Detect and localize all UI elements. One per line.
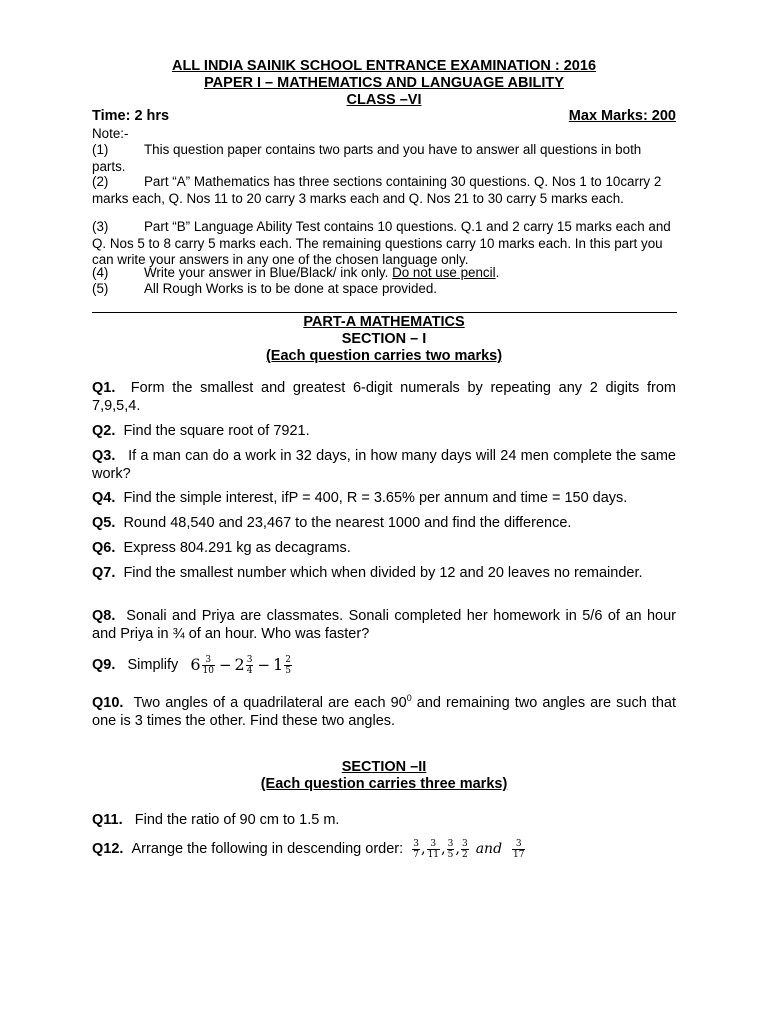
mixed-number-2: 2 $\frac{3}{4}$ xyxy=(234,654,253,676)
question-text: Express 804.291 kg as decagrams. xyxy=(123,540,351,556)
max-marks-label: Max Marks: 200 xyxy=(568,108,676,124)
question-11 xyxy=(92,811,676,829)
question-text: Find the smallest number which when divided by 12 and 20 leaves no remainder. xyxy=(123,565,643,581)
time-marks-row xyxy=(92,108,676,124)
note-text: Write your answer in Blue/Black/ ink only. xyxy=(144,265,389,280)
question-1 xyxy=(92,379,676,415)
divider xyxy=(92,312,677,313)
question-number: Q11. xyxy=(92,812,123,828)
minus-sign: − xyxy=(257,656,271,675)
mixed-number-3: 1 $\frac{2}{5}$ xyxy=(273,654,291,676)
note-text: This question paper contains two parts and you have to answer all questions in both parts. xyxy=(92,142,642,174)
question-8 xyxy=(92,607,676,643)
question-text: Two angles of a quadrilateral are each 90 xyxy=(133,694,407,711)
note-number: (2) xyxy=(92,174,109,189)
question-number: Q1. xyxy=(92,380,116,396)
superscript: 0 xyxy=(406,693,412,703)
question-7 xyxy=(92,564,676,582)
note-end: . xyxy=(495,265,500,280)
question-number: Q9. xyxy=(92,657,116,673)
note-item-4 xyxy=(92,265,676,282)
fraction: $\frac{3}{17}$ xyxy=(513,838,525,860)
question-number: Q8. xyxy=(92,608,116,624)
class-title: CLASS –VI xyxy=(346,92,422,108)
note-number: (4) xyxy=(92,265,109,280)
note-item-1 xyxy=(92,142,676,175)
question-text: Round 48,540 and 23,467 to the nearest 1000 and find the difference. xyxy=(123,515,572,531)
exam-title: ALL INDIA SAINIK SCHOOL ENTRANCE EXAMINATION : 2016 xyxy=(171,58,597,74)
question-text: Sonali and Priya are classmates. Sonali completed her homework in 5/6 of an hour and Priya in ¾ of an hour. Who was faster? xyxy=(92,608,676,642)
part-a-title: PART-A MATHEMATICS xyxy=(303,314,465,330)
question-number: Q12. xyxy=(92,841,124,857)
question-10 xyxy=(92,689,676,730)
question-text: Find the simple interest, ifP = 400, R = 3.65% per annum and time = 150 days. xyxy=(123,490,628,506)
note-title: Note:- xyxy=(92,126,129,141)
section-2-title: SECTION –II xyxy=(341,759,427,775)
question-text: Arrange the following in descending order: xyxy=(131,841,404,857)
fraction: $\frac{3}{7}$ xyxy=(413,838,419,860)
note-text: All Rough Works is to be done at space provided. xyxy=(144,281,438,296)
question-text-cont: and remaining two angles are such that one is 3 times the other. Find these two angles. xyxy=(92,694,676,729)
note-text: Part “A” Mathematics has three sections containing 30 questions. Q. Nos 1 to 10carry 2 marks each, Q. Nos 11 to 20 carry 3 marks each and Q. Nos 21 to 30 carry 5 marks each. xyxy=(92,174,662,206)
question-number: Q3. xyxy=(92,448,116,464)
question-text: Find the ratio of 90 cm to 1.5 m. xyxy=(134,812,340,828)
minus-sign: − xyxy=(218,656,232,675)
note-number: (3) xyxy=(92,219,109,234)
paper-title: PAPER I – MATHEMATICS AND LANGUAGE ABILITY xyxy=(204,75,564,91)
question-number: Q6. xyxy=(92,540,116,556)
question-text: Form the smallest and greatest 6-digit numerals by repeating any 2 digits from 7,9,5,4. xyxy=(92,380,676,414)
question-6 xyxy=(92,539,676,557)
question-number: Q7. xyxy=(92,565,116,581)
question-text: Find the square root of 7921. xyxy=(123,423,310,439)
question-2 xyxy=(92,422,676,440)
note-item-3 xyxy=(92,219,676,269)
fraction: $\frac{3}{5}$ xyxy=(447,838,454,860)
note-underlined: Do not use pencil xyxy=(392,265,496,280)
note-item-2 xyxy=(92,174,676,207)
question-number: Q5. xyxy=(92,515,116,531)
question-4 xyxy=(92,489,676,507)
question-number: Q4. xyxy=(92,490,116,506)
note-number: (1) xyxy=(92,142,109,157)
question-text: If a man can do a work in 32 days, in how many days will 24 men complete the same work? xyxy=(92,448,676,482)
question-number: Q2. xyxy=(92,423,116,439)
fraction: $\frac{3}{11}$ xyxy=(427,838,440,860)
question-text: Simplify xyxy=(127,657,179,673)
note-item-5 xyxy=(92,281,676,298)
time-label: Time: 2 hrs xyxy=(92,108,170,124)
note-number: (5) xyxy=(92,281,109,296)
question-12: Q12. Arrange the following in descending order: $\frac{3}{7}$ , $\frac{3}{11}$ , $\frac{3}{5}$ , $\frac{3}{2}$ and $\frac{3}{17}$ xyxy=(92,838,525,860)
fraction: $\frac{3}{2}$ xyxy=(461,838,468,860)
question-number: Q10. xyxy=(92,694,124,711)
question-5 xyxy=(92,514,676,532)
section-1-subtitle: (Each question carries two marks) xyxy=(265,348,503,364)
mixed-number-1: 6 $\frac{3}{10}$ xyxy=(190,654,214,676)
section-2-subtitle: (Each question carries three marks) xyxy=(260,776,508,792)
question-9 xyxy=(92,650,676,680)
section-1-title: SECTION – I xyxy=(341,331,427,347)
question-3 xyxy=(92,447,676,483)
note-text: Part “B” Language Ability Test contains 10 questions. Q.1 and 2 carry 15 marks each and Q. Nos 5 to 8 carry 5 marks each. The remaining questions carry 10 marks each. In this part you can write your answers in any one of the chosen language only. xyxy=(92,219,671,267)
and-word: and xyxy=(475,841,503,858)
